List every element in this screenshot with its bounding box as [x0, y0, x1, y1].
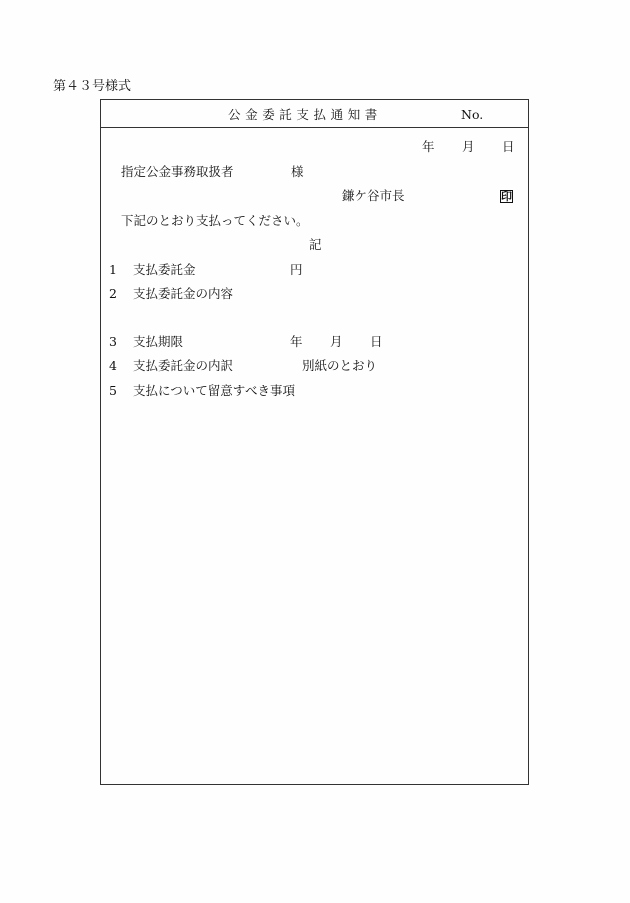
date-day-label: 日 [502, 139, 515, 154]
title-divider [101, 127, 528, 128]
document-title: 公金委託支払通知書 [228, 107, 382, 122]
date-month-label: 月 [462, 139, 475, 154]
issuer-name: 鎌ケ谷市長 [342, 188, 405, 203]
item-1-yen: 円 [290, 262, 303, 277]
handler-label: 指定公金事務取扱者 [121, 164, 234, 179]
date-year-label: 年 [422, 139, 435, 154]
item-number: 5 [109, 383, 117, 398]
item-label: 支払委託金の内容 [133, 286, 234, 301]
item-3-day: 日 [370, 334, 383, 349]
seal-mark: 印 [501, 190, 512, 203]
intro-text: 下記のとおり支払ってください。 [121, 213, 309, 228]
item-number: 4 [109, 358, 117, 373]
ki-heading: 記 [309, 237, 322, 252]
form-number: 第４３号様式 [53, 79, 132, 94]
item-3 [109, 336, 183, 349]
item-number: 1 [109, 262, 117, 277]
item-3-month: 月 [330, 334, 343, 349]
item-label: 支払について留意すべき事項 [133, 383, 296, 398]
item-4 [109, 360, 233, 373]
handler-honorific: 様 [291, 164, 304, 179]
form-frame [100, 99, 529, 785]
item-label: 支払期限 [133, 334, 184, 349]
item-2 [109, 288, 233, 301]
item-number: 2 [109, 286, 117, 301]
item-5 [109, 385, 295, 398]
item-4-note: 別紙のとおり [302, 358, 378, 373]
item-label: 支払委託金 [133, 262, 196, 277]
number-label: No. [461, 107, 484, 122]
item-number: 3 [109, 334, 117, 349]
item-label: 支払委託金の内訳 [133, 358, 234, 373]
item-3-year: 年 [290, 334, 303, 349]
item-1 [109, 264, 196, 277]
